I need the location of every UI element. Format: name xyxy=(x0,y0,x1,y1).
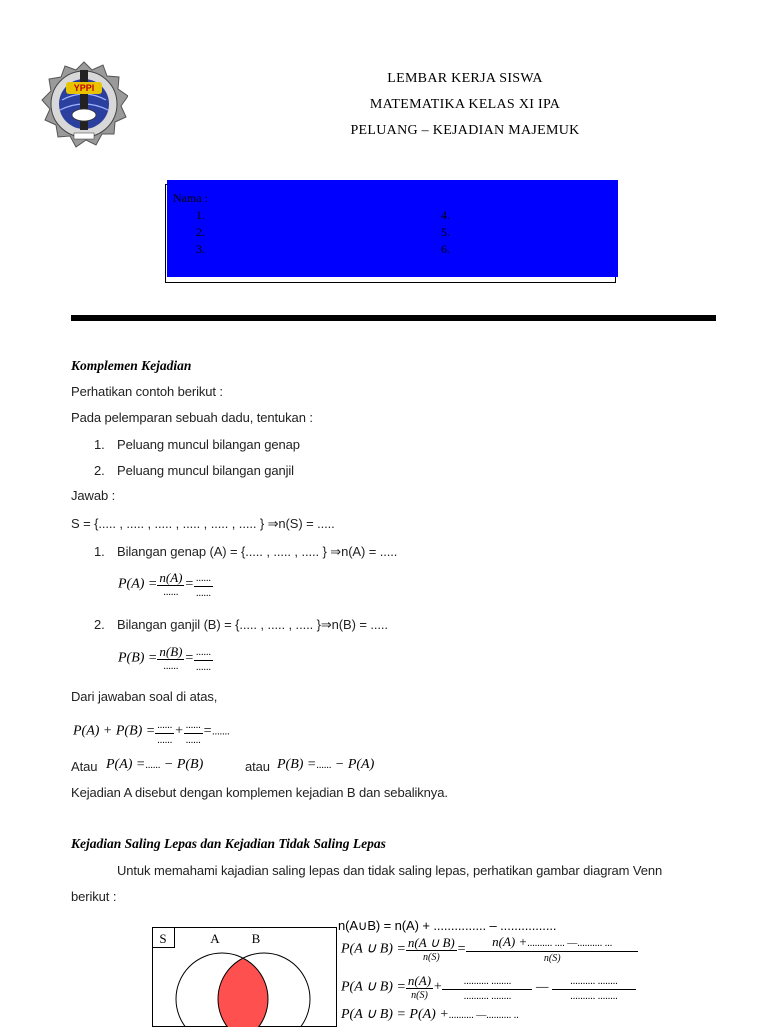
answer-ganjil: Bilangan ganjil (B) = {..... , ..... , ..... }⇒n(B) = ..... xyxy=(117,617,388,632)
section2-paragraph-line1: Untuk memahami kajadian saling lepas dan tidak saling lepas, perhatikan gambar diagram Venn xyxy=(117,863,663,878)
dari-text: Dari jawaban soal di atas, xyxy=(71,689,218,704)
header-title-3: PELUANG – KEJADIAN MAJEMUK xyxy=(350,123,580,138)
sample-space: S = {..... , ..... , ..... , ..... , ..... , ..... } ⇒n(S) = ..... xyxy=(71,516,335,531)
list-number-2: 2. xyxy=(94,463,105,478)
formula-pb: P(B) = $\frac{n(B)}{......}$ = $\frac{......}{......}$ xyxy=(118,644,211,673)
section-title-komplemen: Komplemen Kejadian xyxy=(71,358,192,373)
formula-pa-complement: P(A) =...... − P(B) xyxy=(106,757,204,772)
name-box xyxy=(167,180,618,277)
divider-rule xyxy=(71,315,716,321)
name-slot-5[interactable]: 5. xyxy=(441,225,450,239)
conclusion-text: Kejadian A disebut dengan komplemen kejadian B dan sebaliknya. xyxy=(71,785,448,800)
jawab-label: Jawab : xyxy=(71,488,116,503)
venn-label-a: A xyxy=(210,931,220,946)
school-logo xyxy=(40,60,128,156)
venn-label-s: S xyxy=(159,931,167,946)
list-number-1: 1. xyxy=(94,437,105,452)
intro-text: Perhatikan contoh berikut : xyxy=(71,384,223,399)
question-2: Peluang muncul bilangan ganjil xyxy=(117,463,294,478)
logo-text: YPPI xyxy=(73,83,95,93)
list-number-2b: 2. xyxy=(94,617,105,632)
name-slot-3[interactable]: 3. xyxy=(196,242,205,256)
union-prob-formula-3: P(A ∪ B) = P(A) +.......... —.......... .. xyxy=(341,1007,519,1022)
union-count-formula: n(A∪B) = n(A) + ............... – ................ xyxy=(338,918,557,933)
union-prob-formula-1: P(A ∪ B) = $\frac{n(A \cup B)}{n(S)}$ = $\frac{n(A) +.......... .... —.......... ...}{n(S)}$ xyxy=(341,934,638,965)
formula-pb-complement: P(B) =...... − P(A) xyxy=(277,757,375,772)
problem-text: Pada pelemparan sebuah dadu, tentukan : xyxy=(71,410,313,425)
name-slot-4[interactable]: 4. xyxy=(441,208,450,222)
atau-label: Atau xyxy=(71,759,98,774)
list-number-1b: 1. xyxy=(94,544,105,559)
header-title-2: MATEMATIKA KELAS XI IPA xyxy=(369,97,561,112)
venn-diagram xyxy=(152,927,337,1027)
section-title-saling-lepas: Kejadian Saling Lepas dan Kejadian Tidak Saling Lepas xyxy=(71,836,386,851)
atau-label-2: atau xyxy=(245,759,270,774)
name-slot-2[interactable]: 2. xyxy=(196,225,205,239)
name-slot-1[interactable]: 1. xyxy=(196,208,205,222)
header-title-1: LEMBAR KERJA SISWA xyxy=(387,71,543,86)
section2-paragraph-line2: berikut : xyxy=(71,889,117,904)
name-slot-6[interactable]: 6. xyxy=(441,242,450,256)
answer-genap: Bilangan genap (A) = {..... , ..... , ..... } ⇒n(A) = ..... xyxy=(117,544,398,559)
name-label: Nama : xyxy=(173,191,208,205)
question-1: Peluang muncul bilangan genap xyxy=(117,437,300,452)
venn-label-b: B xyxy=(251,931,261,946)
formula-sum: P(A) + P(B) = $\frac{......}{......}$ + $\frac{......}{......}$ =....... xyxy=(73,716,230,747)
union-prob-formula-2: P(A ∪ B) = $\frac{n(A)}{n(S)}$ + $\frac{.......... ........}{.......... ........}$ — $\frac{.......... ........}{.......... ........}$ xyxy=(341,972,636,1003)
formula-pa: P(A) = $\frac{n(A)}{......}$ = $\frac{......}{......}$ xyxy=(118,570,211,599)
